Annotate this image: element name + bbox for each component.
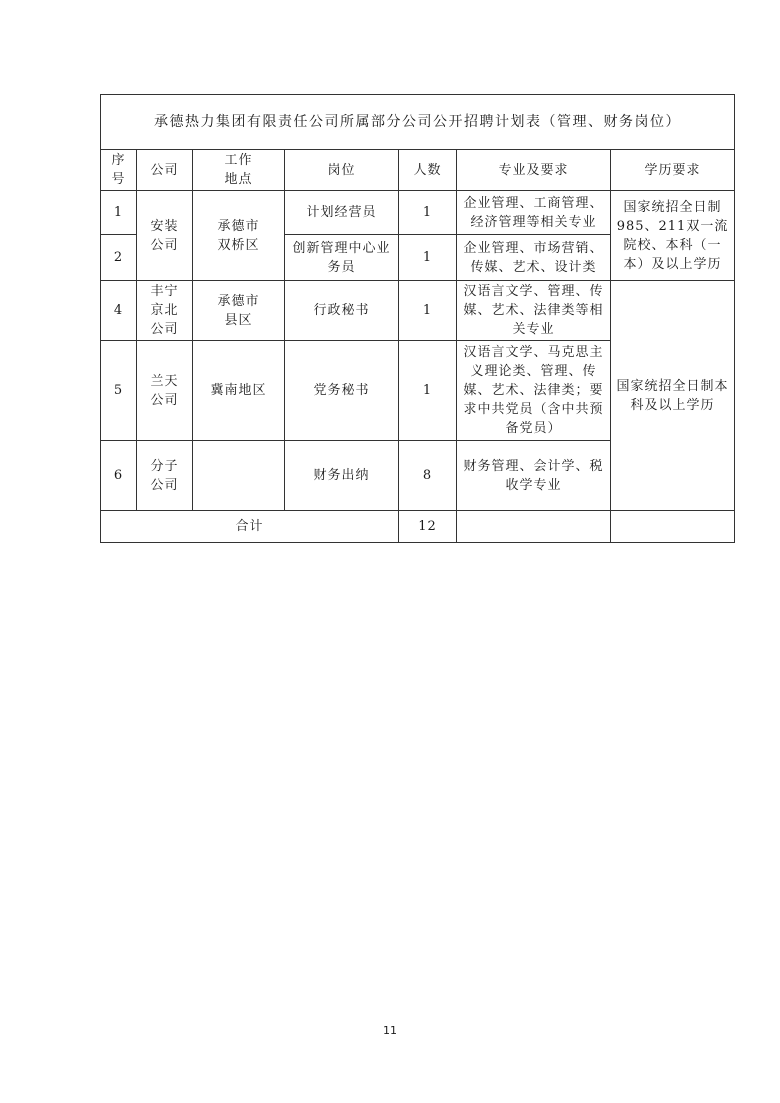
total-label: 合计: [101, 511, 399, 543]
header-major: 专业及要求: [457, 150, 611, 191]
header-row: [101, 150, 735, 191]
position-cell: 财务出纳: [285, 441, 399, 511]
row-no: 4: [101, 281, 137, 341]
table-row: [101, 191, 735, 235]
count-cell: 1: [399, 281, 457, 341]
header-no: 序 号: [111, 153, 126, 187]
page-number: 11: [383, 1024, 397, 1037]
row-no: 6: [101, 441, 137, 511]
count-cell: 1: [399, 191, 457, 235]
education-cell: 国家统招全日制985、211双一流院校、本科（一本）及以上学历: [611, 191, 735, 281]
location-cell-empty: [193, 441, 285, 511]
major-cell: 企业管理、市场营销、传媒、艺术、设计类: [457, 235, 611, 281]
table-row: [101, 281, 735, 341]
recruitment-plan-table: [100, 94, 735, 543]
header-education: 学历要求: [611, 150, 735, 191]
position-cell: 创新管理中心业务员: [285, 235, 399, 281]
company-cell: 兰天 公司: [150, 373, 179, 408]
major-cell: 财务管理、会计学、税收学专业: [457, 441, 611, 511]
row-no: 2: [101, 235, 137, 281]
position-cell: 党务秘书: [285, 341, 399, 441]
total-row: [101, 511, 735, 543]
major-cell: 企业管理、工商管理、经济管理等相关专业: [457, 191, 611, 235]
location-cell: 承德市 县区: [217, 293, 260, 328]
count-cell: 1: [399, 235, 457, 281]
header-count: 人数: [399, 150, 457, 191]
company-cell: 安装 公司: [150, 218, 179, 253]
count-cell: 8: [399, 441, 457, 511]
company-cell: 分子 公司: [150, 458, 179, 493]
header-location: 工作 地点: [224, 153, 253, 187]
row-no: 5: [101, 341, 137, 441]
position-cell: 计划经营员: [285, 191, 399, 235]
row-no: 1: [101, 191, 137, 235]
company-cell: 丰宁 京北 公司: [150, 284, 179, 337]
table-title: 承德热力集团有限责任公司所属部分公司公开招聘计划表（管理、财务岗位）: [101, 95, 735, 150]
total-education-empty: [611, 511, 735, 543]
location-cell: 冀南地区: [193, 341, 285, 441]
header-company: 公司: [137, 150, 193, 191]
education-cell: 国家统招全日制本科及以上学历: [611, 281, 735, 511]
position-cell: 行政秘书: [285, 281, 399, 341]
count-cell: 1: [399, 341, 457, 441]
location-cell: 承德市 双桥区: [217, 218, 260, 253]
major-cell: 汉语言文学、管理、传媒、艺术、法律类等相关专业: [457, 281, 611, 341]
total-major-empty: [457, 511, 611, 543]
header-position: 岗位: [285, 150, 399, 191]
major-cell: 汉语言文学、马克思主义理论类、管理、传媒、艺术、法律类；要求中共党员（含中共预备党员）: [457, 341, 611, 441]
total-count: 12: [399, 511, 457, 543]
